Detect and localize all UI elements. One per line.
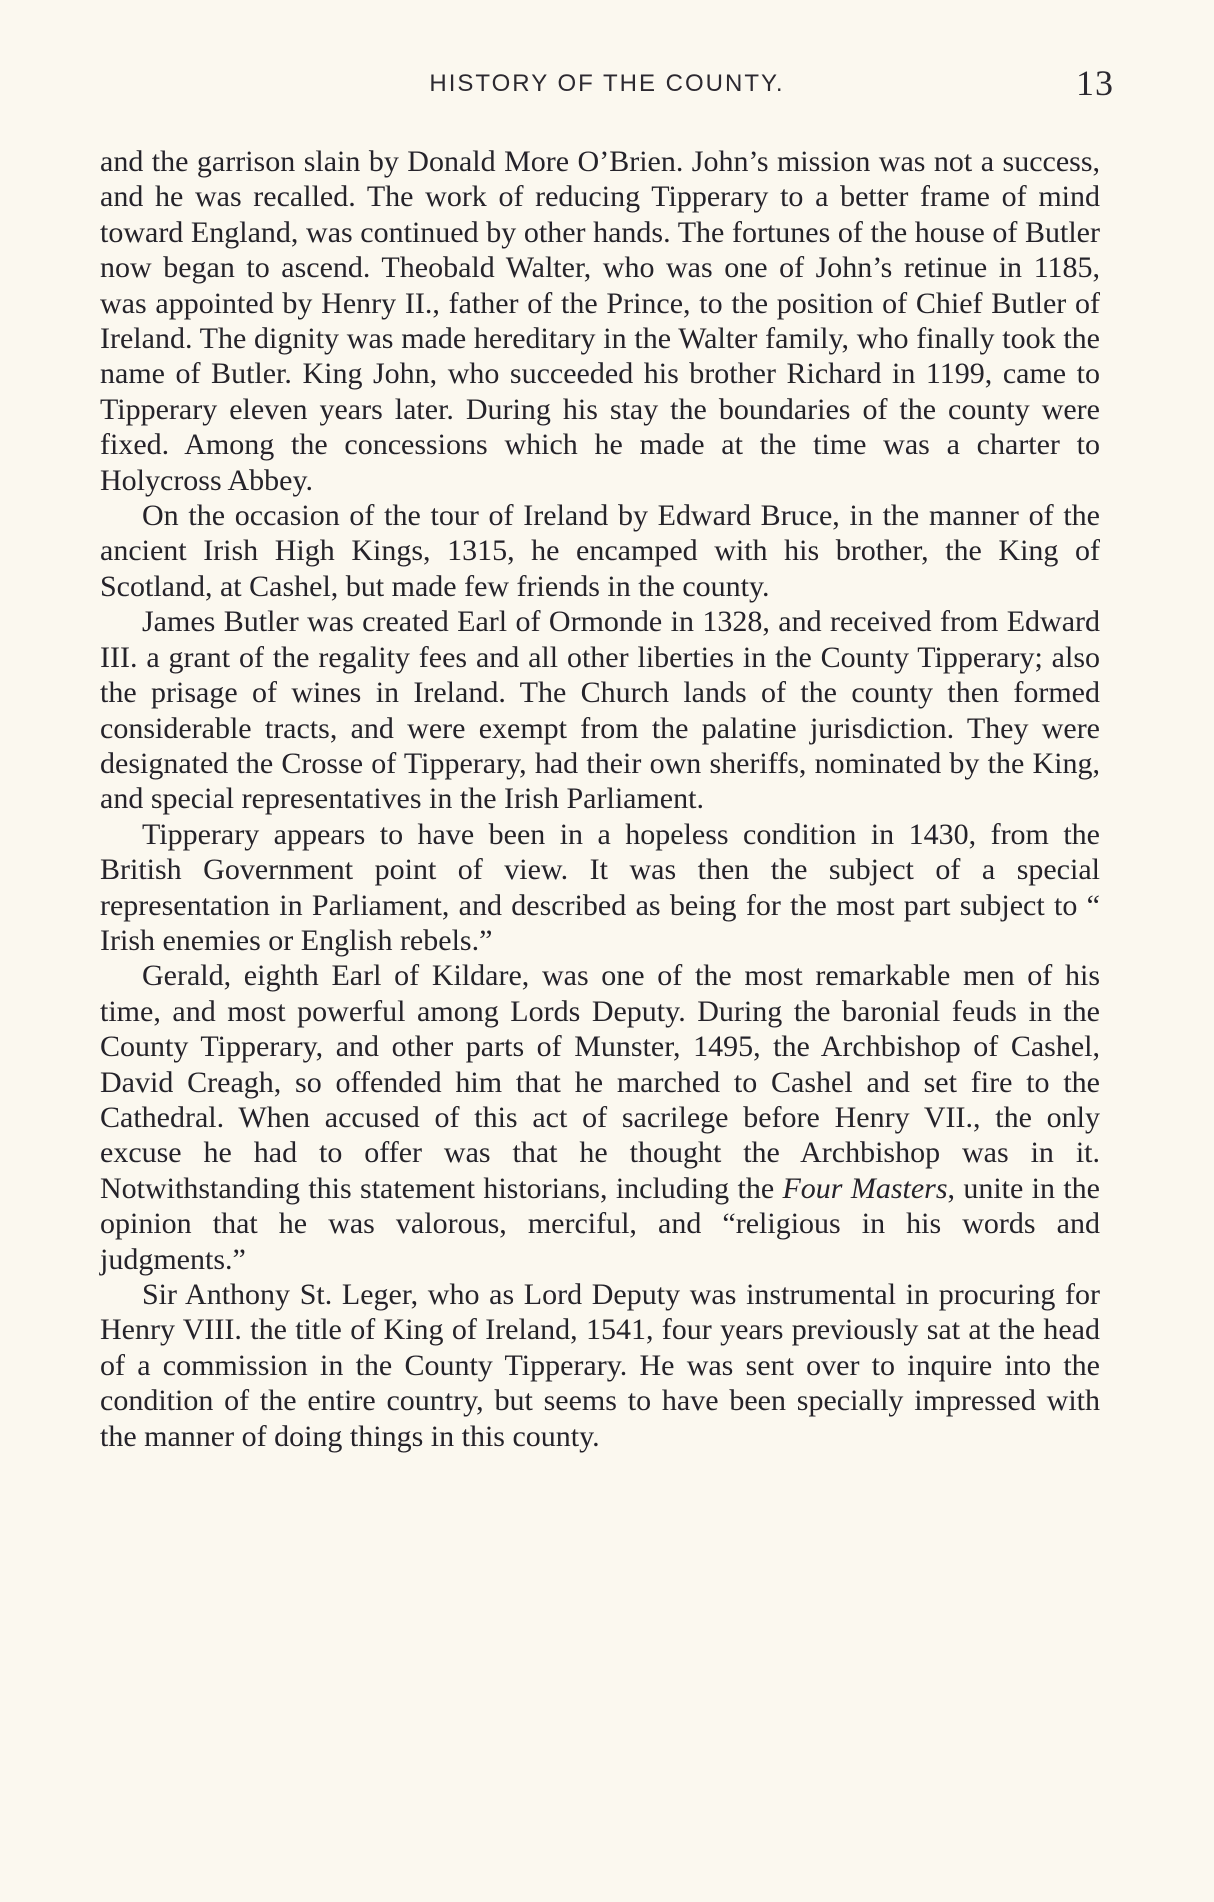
paragraph-st-leger: Sir Anthony St. Leger, who as Lord Deputy was instrumental in procuring for Henry VIII. the title of King of Ireland, 1541, four years previously sat at the head of a commission in the County Tipperary. He was sent over to inquire into the condition of the entire country, but seems to have been specially impressed with the manner of doing things in this county. — [100, 1278, 1100, 1453]
page-number: 13 — [1076, 63, 1114, 103]
running-head — [100, 62, 1114, 102]
kildare-text-before: Gerald, eighth Earl of Kildare, was one of the most remarkable men of his time, and most powerful among Lords Deputy. During the baronial feuds in the County Tipperary, and other parts of Munster, 1495, the Archbishop of Cashel, David Creagh, so offended him that he marched to Cashel and set fire to the Cathedral. When accused of this act of sacrilege before Henry VII., the only excuse he had to offer was that he thought the Archbishop was in it. Notwithstanding this statement historians, including the — [100, 959, 1100, 1205]
body-text — [100, 144, 1100, 1454]
paragraph-earl-of-kildare — [100, 958, 1100, 1277]
paragraph-edward-bruce: On the occasion of the tour of Ireland by Edward Bruce, in the manner of the ancient Irish High Kings, 1315, he encamped with his brother, the King of Scotland, at Cashel, but made few friends in the county. — [100, 499, 1100, 603]
paragraph-john-mission: and the garrison slain by Donald More O’Brien. John’s mission was not a success, and he was recalled. The work of reducing Tipperary to a better frame of mind toward England, was continued by other hands. The fortunes of the house of Butler now began to ascend. Theobald Walter, who was one of John’s retinue in 1185, was appointed by Henry II., father of the Prince, to the position of Chief Butler of Ireland. The dignity was made hereditary in the Walter family, who finally took the name of Butler. King John, who succeeded his brother Richard in 1199, came to Tipperary eleven years later. During his stay the boundaries of the county were fixed. Among the concessions which he made at the time was a charter to Holycross Abbey. — [100, 145, 1100, 497]
paragraph-tipperary-1430: Tipperary appears to have been in a hopeless condition in 1430, from the British Government point of view. It was then the subject of a special representation in Parliament, and described as being for the most part subject to “ Irish enemies or English rebels.” — [100, 817, 1100, 957]
kildare-text-after: , unite in the opinion that he was valorous, merciful, and “religious in his words and judgments.” — [100, 1171, 1100, 1276]
four-masters-title: Four Masters — [782, 1171, 948, 1205]
running-title: HISTORY OF THE COUNTY. — [429, 70, 785, 97]
paragraph-earl-of-ormonde: James Butler was created Earl of Ormonde in 1328, and received from Edward III. a grant of the regality fees and all other liberties in the County Tipperary; also the prisage of wines in Ireland. The Church lands of the county then formed considerable tracts, and were exempt from the palatine jurisdiction. They were designated the Crosse of Tipperary, had their own sheriffs, nominated by the King, and special representatives in the Irish Parliament. — [100, 605, 1100, 816]
